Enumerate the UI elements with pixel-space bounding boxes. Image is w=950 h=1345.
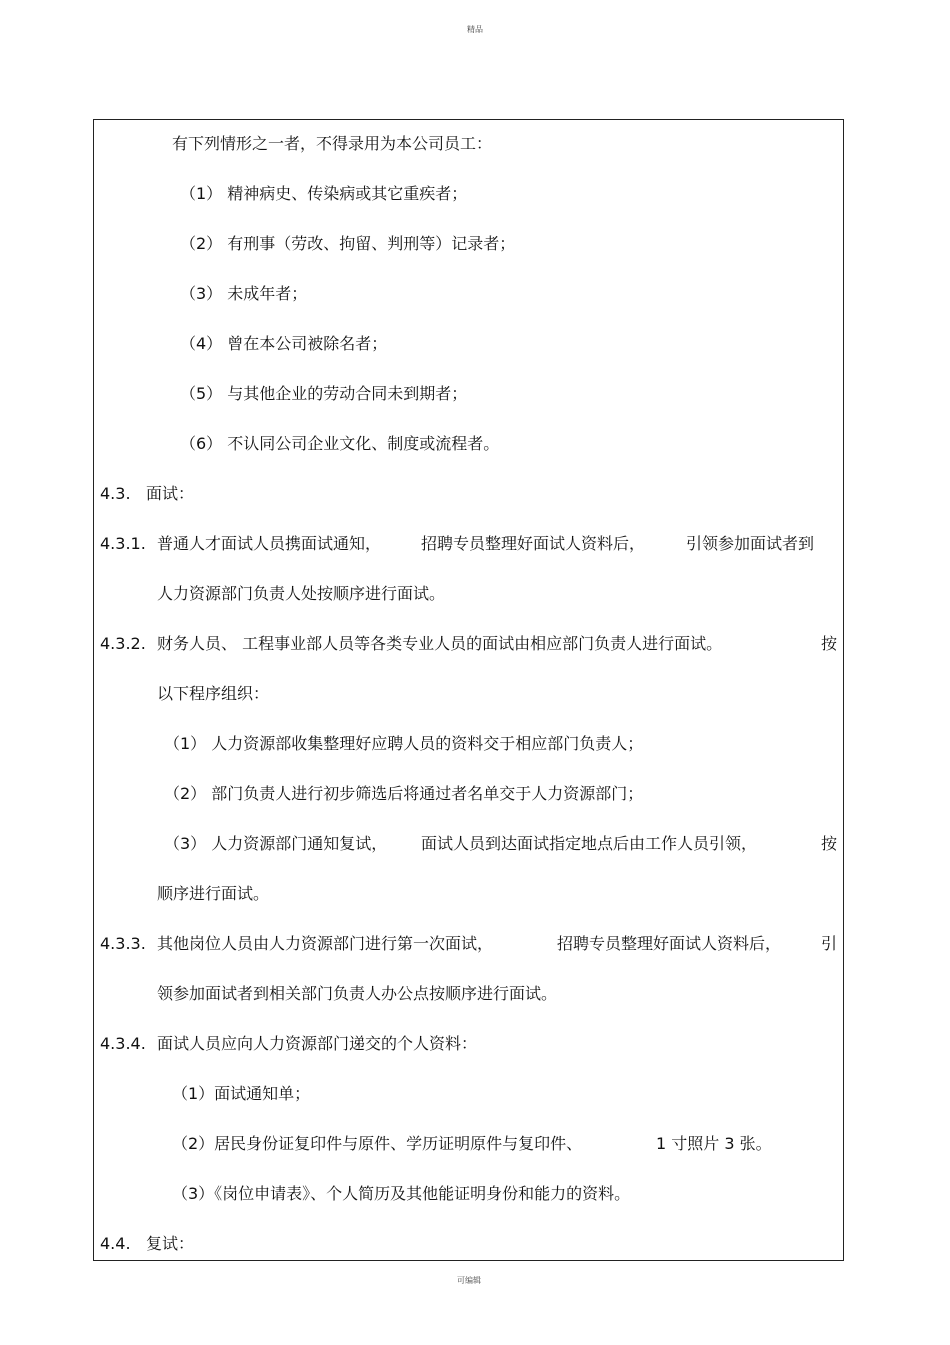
paragraph-text: 财务人员、 工程事业部人员等各类专业人员的面试由相应部门负责人进行面试。 (157, 634, 723, 653)
paragraph-text: 引 (821, 934, 838, 953)
page-footer: 可编辑 (457, 1276, 481, 1285)
paragraph-text: 招聘专员整理好面试人资料后， (557, 934, 782, 953)
paragraph-text: 按 (821, 634, 838, 653)
section-number: 4.3.1. (100, 534, 146, 553)
paragraph-text: 按 (821, 834, 838, 853)
section-title: 面试： (146, 484, 195, 503)
list-item: （5） 与其他企业的劳动合同未到期者； (180, 384, 468, 403)
list-item: （3） 人力资源部门通知复试， (164, 834, 388, 853)
paragraph-text: 招聘专员整理好面试人资料后， (421, 534, 646, 553)
section-number: 4.4. (100, 1234, 131, 1253)
list-item: （2）居民身份证复印件与原件、学历证明原件与复印件、 (172, 1134, 583, 1153)
section-number: 4.3.2. (100, 634, 146, 653)
paragraph-text: 面试人员到达面试指定地点后由工作人员引领， (421, 834, 758, 853)
paragraph-text: 顺序进行面试。 (157, 884, 270, 903)
section-title: 复试： (146, 1234, 195, 1253)
list-item: （1）面试通知单； (172, 1084, 311, 1103)
list-item: （1） 精神病史、传染病或其它重疾者； (180, 184, 468, 203)
list-item: （6） 不认同公司企业文化、制度或流程者。 (180, 434, 500, 453)
section-number: 4.3.3. (100, 934, 146, 953)
page-header: 精品 (467, 25, 483, 34)
paragraph-text: 人力资源部门负责人处按顺序进行面试。 (157, 584, 446, 603)
paragraph-text: 其他岗位人员由人力资源部门进行第一次面试， (157, 934, 494, 953)
list-item: （3） 未成年者； (180, 284, 308, 303)
paragraph-text: 引领参加面试者到 (686, 534, 815, 553)
list-item: （2） 有刑事（劳改、拘留、判刑等）记录者； (180, 234, 516, 253)
intro-text: 有下列情形之一者，不得录用为本公司员工： (172, 134, 493, 153)
section-number: 4.3. (100, 484, 131, 503)
list-item: （1） 人力资源部收集整理好应聘人员的资料交于相应部门负责人； (164, 734, 644, 753)
paragraph-text: 以下程序组织： (157, 684, 270, 703)
paragraph-text: 领参加面试者到相关部门负责人办公点按顺序进行面试。 (157, 984, 558, 1003)
paragraph-text: 普通人才面试人员携面试通知， (157, 534, 382, 553)
list-item: （3）《岗位申请表》、个人简历及其他能证明身份和能力的资料。 (172, 1184, 631, 1203)
section-number: 4.3.4. (100, 1034, 146, 1053)
paragraph-text: 面试人员应向人力资源部门递交的个人资料： (157, 1034, 478, 1053)
list-item: （4） 曾在本公司被除名者； (180, 334, 388, 353)
list-item: （2） 部门负责人进行初步筛选后将通过者名单交于人力资源部门； (164, 784, 644, 803)
list-item: 1 寸照片 3 张。 (656, 1134, 772, 1153)
